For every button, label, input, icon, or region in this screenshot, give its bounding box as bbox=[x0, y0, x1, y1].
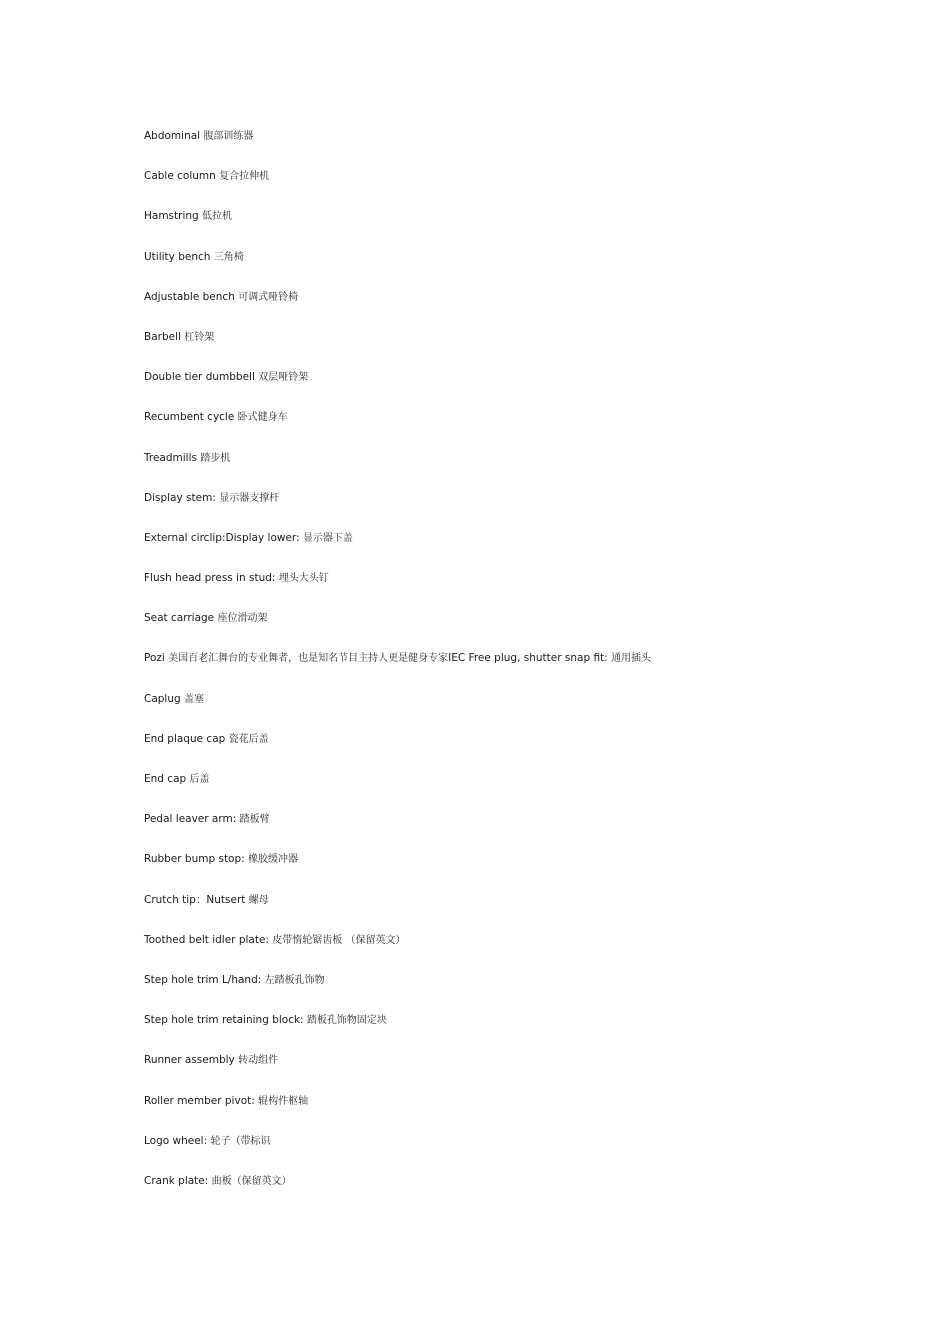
glossary-entry bbox=[144, 1050, 651, 1090]
entry-chinese: 瓷花后盖 bbox=[228, 733, 269, 745]
glossary-entry bbox=[144, 1131, 651, 1171]
entry-english: Runner assembly bbox=[144, 1054, 239, 1067]
entry-chinese: 可调式哑铃椅 bbox=[238, 291, 299, 303]
glossary-entry bbox=[144, 568, 651, 608]
entry-chinese: 转动组件 bbox=[238, 1055, 279, 1067]
entry-chinese: 踏步机 bbox=[200, 452, 231, 464]
glossary-entry bbox=[144, 126, 651, 166]
entry-chinese: 复合拉伸机 bbox=[219, 171, 270, 183]
glossary-entry bbox=[144, 729, 651, 769]
glossary-entry bbox=[144, 648, 651, 688]
entry-chinese: 轮子（带标识 bbox=[210, 1135, 271, 1147]
entry-chinese: 曲板（保留英文） bbox=[211, 1175, 292, 1187]
glossary-list bbox=[144, 126, 651, 1211]
entry-english: Treadmills bbox=[144, 451, 201, 464]
entry-english: Roller member pivot: bbox=[144, 1094, 259, 1107]
entry-english: Hamstring bbox=[144, 210, 203, 223]
glossary-entry bbox=[144, 287, 651, 327]
entry-english: Abdominal bbox=[144, 130, 204, 142]
entry-english: Double tier dumbbell bbox=[144, 371, 259, 384]
entry-chinese: 橡胶缓冲器 bbox=[248, 854, 299, 866]
glossary-entry bbox=[144, 367, 651, 407]
entry-english: Adjustable bench bbox=[144, 290, 239, 303]
entry-chinese: 腹部训练器 bbox=[203, 131, 254, 142]
glossary-entry bbox=[144, 488, 651, 528]
entry-english: Cable column bbox=[144, 170, 220, 183]
entry-english: Step hole trim retaining block: bbox=[144, 1014, 307, 1027]
entry-chinese: 杠铃架 bbox=[184, 331, 215, 343]
entry-chinese: 左踏板孔饰物 bbox=[264, 974, 325, 986]
glossary-entry bbox=[144, 689, 651, 729]
entry-english: Utility bench bbox=[144, 250, 214, 263]
entry-english-secondary: IEC Free plug, shutter snap fit: bbox=[448, 652, 612, 665]
glossary-entry bbox=[144, 608, 651, 648]
entry-english: Logo wheel: bbox=[144, 1134, 211, 1147]
entry-english: Crank plate: bbox=[144, 1174, 212, 1187]
entry-english: Toothed belt idler plate: bbox=[144, 933, 273, 946]
entry-english: Barbell bbox=[144, 330, 185, 343]
entry-chinese: 埋头大头钉 bbox=[278, 573, 329, 585]
entry-english: Caplug bbox=[144, 692, 185, 705]
entry-chinese: 辊构件枢轴 bbox=[258, 1095, 309, 1107]
entry-english: Crutch tip：Nutsert bbox=[144, 893, 249, 906]
entry-english: Pozi bbox=[144, 652, 169, 665]
glossary-entry bbox=[144, 1091, 651, 1131]
entry-english: Pedal leaver arm: bbox=[144, 813, 240, 826]
glossary-entry bbox=[144, 327, 651, 367]
entry-english: End cap bbox=[144, 773, 190, 785]
entry-chinese: 盖塞 bbox=[184, 693, 205, 705]
entry-chinese: 卧式健身车 bbox=[237, 412, 288, 424]
entry-chinese: 座位滑动架 bbox=[217, 613, 268, 625]
entry-chinese: 三角椅 bbox=[213, 251, 244, 263]
glossary-entry bbox=[144, 930, 651, 970]
entry-chinese: 低拉机 bbox=[202, 211, 233, 223]
entry-english: Recumbent cycle bbox=[144, 411, 238, 424]
entry-english: Step hole trim L/hand: bbox=[144, 973, 265, 986]
entry-english: Seat carriage bbox=[144, 612, 218, 625]
glossary-entry bbox=[144, 809, 651, 849]
glossary-entry bbox=[144, 247, 651, 287]
entry-chinese: 踏板臂 bbox=[239, 814, 270, 826]
glossary-entry bbox=[144, 448, 651, 488]
entry-english: Flush head press in stud: bbox=[144, 572, 279, 585]
glossary-entry bbox=[144, 206, 651, 246]
entry-chinese: 显示器支撑杆 bbox=[219, 492, 280, 504]
glossary-entry bbox=[144, 407, 651, 447]
entry-english: External circlip:Display lower: bbox=[144, 531, 303, 544]
entry-english: Rubber bump stop: bbox=[144, 853, 249, 866]
entry-english: End plaque cap bbox=[144, 732, 229, 745]
glossary-entry bbox=[144, 890, 651, 930]
glossary-entry bbox=[144, 970, 651, 1010]
entry-chinese-secondary: 通用插头 bbox=[611, 653, 652, 665]
glossary-entry bbox=[144, 528, 651, 568]
entry-chinese: 踏板孔饰物固定块 bbox=[306, 1015, 387, 1027]
glossary-entry bbox=[144, 1171, 651, 1211]
entry-chinese: 后盖 bbox=[189, 774, 210, 785]
glossary-entry bbox=[144, 849, 651, 889]
glossary-entry bbox=[144, 769, 651, 809]
entry-chinese: 美国百老汇舞台的专业舞者，也是知名节目主持人更是健身专家 bbox=[168, 653, 449, 665]
glossary-entry bbox=[144, 1010, 651, 1050]
entry-chinese: 螺母 bbox=[248, 894, 269, 906]
glossary-entry bbox=[144, 166, 651, 206]
entry-chinese: 双层哑铃架 bbox=[258, 372, 309, 384]
entry-chinese: 显示器下盖 bbox=[302, 532, 353, 544]
entry-english: Display stem: bbox=[144, 491, 220, 504]
entry-chinese: 皮带惰轮锯齿板 （保留英文） bbox=[272, 934, 406, 946]
